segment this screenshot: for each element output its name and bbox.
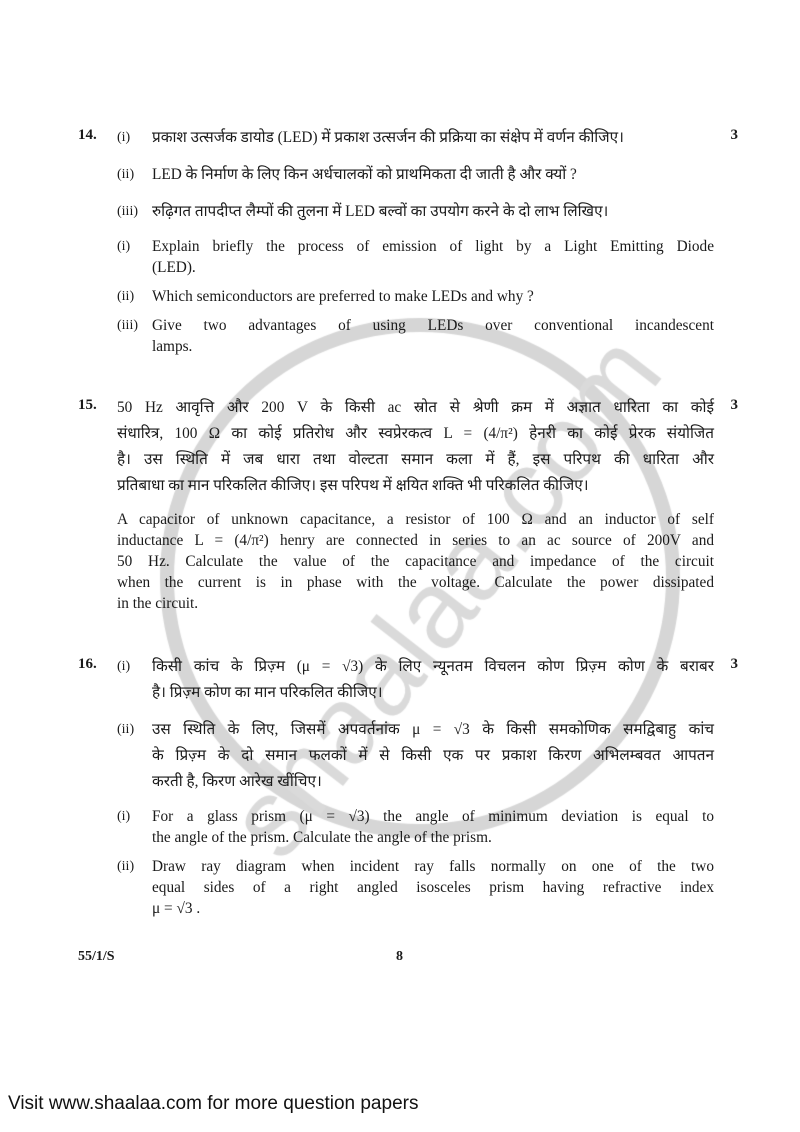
text-line: उस स्थिति के लिए, जिसमें अपवर्तनांक μ = √3 के किसी समकोणिक समद्विबाहु कांच [152,721,714,738]
question-body [117,395,714,614]
sub-part-label: (ii) [117,859,135,874]
marks: 3 [730,397,738,413]
text-line: Explain briefly the process of emission of light by a Light Emitting Diode [152,238,714,255]
text-line: For a glass prism (μ = √3) the angle of minimum deviation is equal to [152,808,714,825]
sub-part [117,162,714,188]
sub-part [117,717,714,795]
text-line: A capacitor of unknown capacitance, a resistor of 100 Ω and an inductor of self [117,511,714,528]
sub-part-label: (i) [117,659,131,674]
sub-part [117,286,714,307]
sub-part-text [152,856,714,919]
question-body [117,654,714,927]
paragraph-hindi [117,395,714,499]
question-body [117,125,714,365]
sub-part-text [152,717,714,795]
question-number: 16. [78,656,97,672]
sub-part [117,125,714,151]
text-line: रुढ़िगत तापदीप्त लैम्पों की तुलना में LED बल्वों का उपयोग करने के दो लाभ लिखिए। [152,203,609,220]
paragraph-english [117,509,714,614]
text-line: μ = √3 . [152,900,201,917]
sub-part-label: (i) [117,809,131,824]
text-line: equal sides of a right angled isosceles prism having refractive index [152,879,714,896]
text-line: Which semiconductors are preferred to make LEDs and why ? [152,288,534,305]
page-number: 8 [396,949,403,964]
text-line: the angle of the prism. Calculate the angle of the prism. [152,829,492,846]
sub-part-text [152,315,714,357]
sub-part-label: (i) [117,130,131,145]
text-line: प्रकाश उत्सर्जक डायोड (LED) में प्रकाश उत्सर्जन की प्रक्रिया का संक्षेप में वर्णन कीजिए। [152,129,624,146]
text-line: किसी कांच के प्रिज़्म (μ = √3) के लिए न्यूनतम विचलन कोण प्रिज़्म कोण के बराबर [152,658,714,675]
visit-link[interactable]: Visit www.shaalaa.com for more question papers [8,1093,419,1114]
sub-part-text [152,125,714,151]
text-line: के प्रिज़्म के दो समान फलकों में से किसी एक पर प्रकाश किरण अभिलम्बवत आपतन [152,747,714,764]
sub-part [117,236,714,278]
text-line: Draw ray diagram when incident ray falls normally on one of the two [152,858,714,875]
sub-part-label: (i) [117,239,131,254]
question-number: 14. [78,127,97,143]
questions [78,125,738,965]
text-line: है। प्रिज़्म कोण का मान परिकलित कीजिए। [152,684,383,701]
sub-part-text [152,236,714,278]
sub-part-text [152,286,714,307]
sub-part-label: (iii) [117,318,138,333]
question-q14 [78,125,738,365]
text-line: प्रतिबाधा का मान परिकलित कीजिए। इस परिपथ में क्षयित शक्ति भी परिकलित कीजिए। [117,477,589,494]
question-q15 [78,395,738,614]
question-q16 [78,654,738,927]
text-line: Give two advantages of using LEDs over conventional incandescent [152,317,714,334]
text-line: (LED). [152,259,196,276]
sub-part-label: (ii) [117,722,135,737]
sub-part-text [152,654,714,706]
text-line: inductance L = (4/π²) henry are connected in series to an ac source of 200V and [117,532,714,549]
page-footer [78,949,738,965]
text-line: 50 Hz. Calculate the value of the capacitance and impedance of the circuit [117,553,714,570]
sub-part [117,654,714,706]
sub-part-label: (ii) [117,167,135,182]
text-line: in the circuit. [117,595,199,612]
sub-part-label: (ii) [117,289,135,304]
text-line: संधारित्र, 100 Ω का कोई प्रतिरोध और स्वप्रेरकत्व L = (4/π²) हेनरी का कोई प्रेरक संयोजित [117,425,714,442]
sub-part-text [152,806,714,848]
sub-part [117,315,714,357]
question-number: 15. [78,397,97,413]
sub-part-text [152,162,714,188]
sub-part-text [152,199,714,225]
text-line: when the current is in phase with the voltage. Calculate the power dissipated [117,574,714,591]
marks: 3 [730,656,738,672]
text-line: करती है, किरण आरेख खींचिए। [152,773,322,790]
sub-part [117,199,714,225]
text-line: LED के निर्माण के लिए किन अर्धचालकों को प्राथमिकता दी जाती है और क्यों ? [152,166,577,183]
sub-part-label: (iii) [117,204,138,219]
sub-part [117,806,714,848]
text-line: lamps. [152,338,193,355]
paper-code: 55/1/S [78,949,115,964]
text-line: 50 Hz आवृत्ति और 200 V के किसी ac स्रोत से श्रेणी क्रम में अज्ञात धारिता का कोई [117,399,714,416]
marks: 3 [730,127,738,143]
sub-part [117,856,714,919]
text-line: है। उस स्थिति में जब धारा तथा वोल्टता समान कला में हैं, इस परिपथ की धारिता और [117,451,714,468]
